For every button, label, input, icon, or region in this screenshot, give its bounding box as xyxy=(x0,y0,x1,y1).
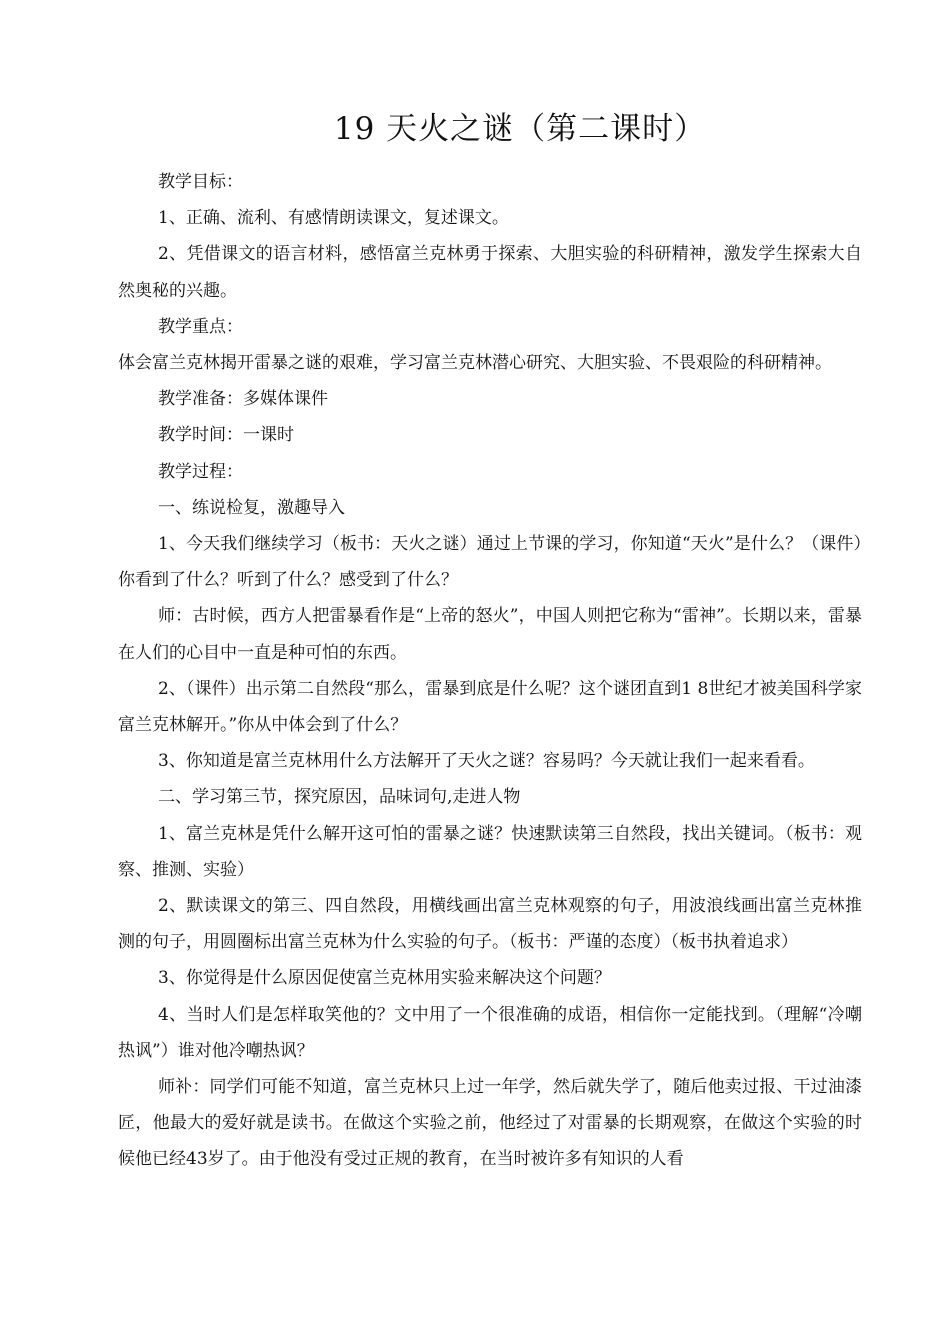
paragraph: 教学目标： xyxy=(158,172,243,192)
paragraph: 4、当时人们是怎样取笑他的？文中用了一个很准确的成语，相信你一定能找到。（理解“冷嘲热讽”）谁对他冷嘲热讽？ xyxy=(118,1004,862,1061)
paragraph: 教学准备：多媒体课件 xyxy=(158,389,328,410)
paragraph: 2、（课件）出示第二自然段“那么，雷暴到底是什么呢？这个谜团直到1 8世纪才被美国科学家富兰克林解开。”你从中体会到了什么？ xyxy=(118,678,862,736)
paragraph: 教学重点： xyxy=(158,316,243,337)
paragraph: 2、凭借课文的语言材料，感悟富兰克林勇于探索、大胆实验的科研精神，激发学生探索大自然奥秘的兴趣。 xyxy=(118,244,862,301)
document-title: 19 天火之谜（第二课时） xyxy=(333,111,707,147)
paragraph: 1、正确、流利、有感情朗读课文，复述课文。 xyxy=(158,208,509,229)
document-body xyxy=(118,164,862,1178)
paragraph: 1、富兰克林是凭什么解开这可怕的雷暴之谜？快速默读第三自然段，找出关键词。（板书：观察、推测、实验） xyxy=(118,823,862,880)
paragraph: 师：古时候，西方人把雷暴看作是“上帝的怒火”，中国人则把它称为“雷神”。长期以来，雷暴在人们的心目中一直是种可怕的东西。 xyxy=(118,606,862,663)
paragraph: 体会富兰克林揭开雷暴之谜的艰难，学习富兰克林潜心研究、大胆实验、不畏艰险的科研精神。 xyxy=(118,353,832,374)
paragraph: 1、今天我们继续学习（板书：天火之谜）通过上节课的学习，你知道“天火”是什么？（课件）你看到了什么？听到了什么？感受到了什么？ xyxy=(118,534,862,591)
paragraph: 教学时间：一课时 xyxy=(158,425,294,446)
paragraph: 2、默读课文的第三、四自然段，用横线画出富兰克林观察的句子，用波浪线画出富兰克林推测的句子，用圆圈标出富兰克林为什么实验的句子。（板书：严谨的态度）（板书执着追求） xyxy=(118,896,862,953)
paragraph: 二、学习第三节，探究原因，品味词句,走进人物 xyxy=(158,787,521,808)
paragraph: 3、你知道是富兰克林用什么方法解开了天火之谜？容易吗？今天就让我们一起来看看。 xyxy=(158,751,815,772)
paragraph: 教学过程： xyxy=(158,461,243,482)
paragraph: 一、练说检复，激趣导入 xyxy=(158,497,345,518)
paragraph: 3、你觉得是什么原因促使富兰克林用实验来解决这个问题？ xyxy=(158,968,611,989)
paragraph: 师补：同学们可能不知道，富兰克林只上过一年学，然后就失学了，随后他卖过报、干过油漆匠，他最大的爱好就是读书。在做这个实验之前，他经过了对雷暴的长期观察，在做这个实验的时候他已经43岁了。由于他没有受过正规的教育，在当时被许多有知识的人看 xyxy=(118,1077,862,1170)
